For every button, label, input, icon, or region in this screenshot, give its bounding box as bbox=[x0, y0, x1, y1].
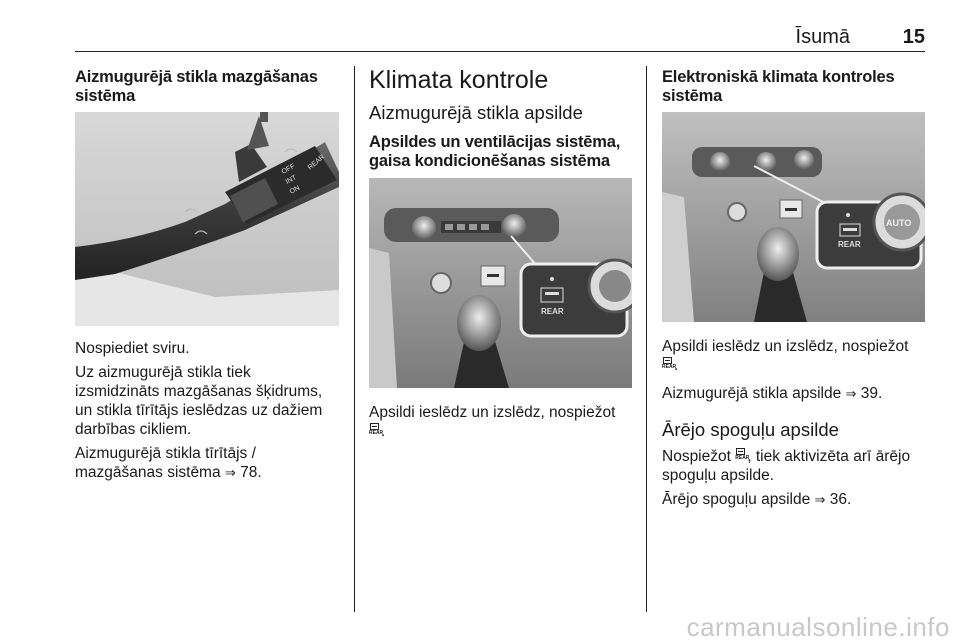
page-number: 15 bbox=[902, 26, 925, 48]
lever-label-on: ON bbox=[288, 184, 302, 196]
paragraph: Apsildi ieslēdz un izslēdz, nospiežot REAR . bbox=[369, 404, 616, 440]
chapter-title: Klimata kontrole bbox=[369, 66, 549, 94]
rear-button-label: REAR bbox=[541, 307, 564, 316]
paragraph: Ārējo spoguļu apsilde ⇒ 36. bbox=[662, 491, 852, 508]
wiper-lever-photo bbox=[75, 112, 339, 326]
watermark: carmanualsonline.info bbox=[686, 612, 950, 642]
electronic-climate-panel-photo bbox=[662, 112, 925, 322]
middle-column bbox=[369, 66, 639, 171]
paragraph: Uz aizmugurējā stikla tiek izsmidzināts mazgāšanas šķidrums, un stikla tīrītājs ieslēdzas uz dažiem darbības cikliem. bbox=[75, 364, 323, 438]
climate-panel-photo bbox=[369, 178, 632, 388]
column-divider bbox=[646, 66, 647, 612]
section-title: Īsumā bbox=[795, 26, 850, 48]
section-heading: Apsildes un ventilācijas sistēma, gaisa kondicionēšanas sistēma bbox=[369, 133, 621, 170]
rear-button-label: REAR bbox=[838, 240, 861, 249]
left-text bbox=[75, 339, 345, 482]
cross-reference-arrow-icon: ⇒ bbox=[224, 465, 236, 480]
cross-reference-link[interactable]: 78. bbox=[240, 464, 262, 481]
paragraph: Apsildi ieslēdz un izslēdz, nospiežot REAR . bbox=[662, 338, 909, 374]
section-heading: Elektroniskā klimata kontroles sistēma bbox=[662, 68, 895, 105]
lever-label-rear: REAR bbox=[306, 153, 327, 172]
paragraph: Aizmugurējā stikla apsilde ⇒ 39. bbox=[662, 385, 883, 402]
auto-button-label: AUTO bbox=[886, 218, 912, 228]
left-column bbox=[75, 66, 340, 106]
section-heading: Aizmugurējā stikla mazgāšanas sistēma bbox=[75, 68, 318, 105]
rear-window-heating-icon: REAR bbox=[369, 423, 381, 439]
rear-window-heating-icon: REAR bbox=[735, 448, 747, 464]
right-column bbox=[662, 66, 927, 106]
column-divider bbox=[354, 66, 355, 612]
cross-reference-arrow-icon: ⇒ bbox=[845, 386, 857, 401]
cross-reference-link[interactable]: 36. bbox=[829, 491, 852, 508]
section-subtitle: Ārējo spoguļu apsilde bbox=[662, 419, 839, 440]
rear-window-heating-icon: REAR bbox=[662, 357, 674, 373]
paragraph: Nospiediet sviru. bbox=[75, 340, 190, 357]
lever-label-int: INT bbox=[284, 174, 298, 186]
page-header bbox=[75, 26, 925, 52]
paragraph: Nospiežot REAR , tiek aktivizēta arī ārējo spoguļu apsilde. bbox=[662, 448, 911, 484]
cross-reference-arrow-icon: ⇒ bbox=[814, 492, 826, 507]
middle-text bbox=[369, 403, 639, 441]
cross-reference-link[interactable]: 39. bbox=[860, 385, 883, 402]
right-text bbox=[662, 337, 932, 509]
paragraph: Aizmugurējā stikla tīrītājs / mazgāšanas sistēma ⇒ 78. bbox=[75, 445, 262, 481]
section-subtitle: Aizmugurējā stikla apsilde bbox=[369, 102, 583, 123]
lever-label-off: OFF bbox=[280, 163, 297, 176]
